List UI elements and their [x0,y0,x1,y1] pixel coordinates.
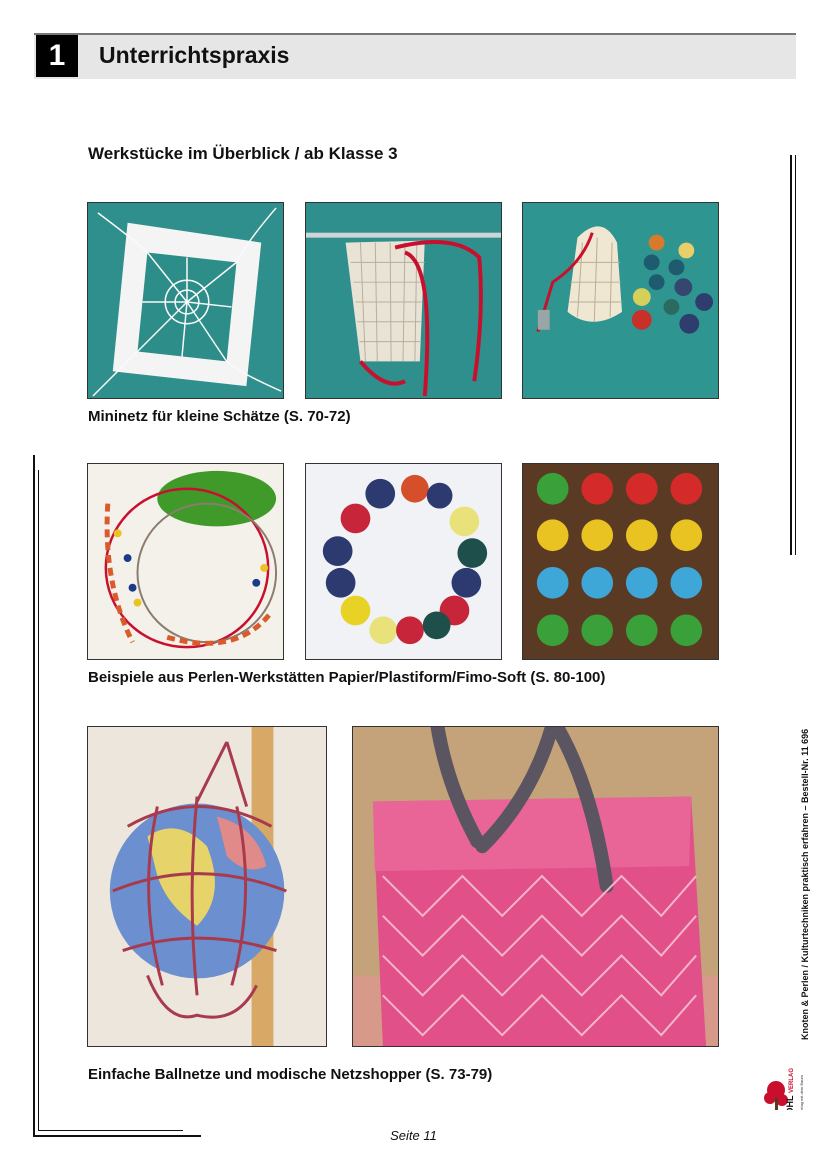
publisher-logo [762,1040,810,1110]
logo-brand: KOHL [785,1095,795,1110]
chapter-number-box: 1 [36,35,78,77]
photo-styrofoam-frame-net [87,202,284,399]
caption-row-1: Mininetz für kleine Schätze (S. 70-72) [88,408,351,425]
page-number: Seite 11 [390,1128,437,1143]
left-border-line-thin [38,470,39,1130]
photo-mini-net-with-beads [522,202,719,399]
right-border-line-thin [795,155,796,555]
photo-knitted-net-with-ribbon [305,202,502,399]
right-border-line [790,155,792,555]
series-info-vertical: Knoten & Perlen / Kulturtechniken praktisch erfahren – Bestell-Nr. 11 696 [800,728,810,1040]
photo-pink-net-shopper [352,726,719,1047]
photo-plastiform-bead-bracelet [305,463,502,660]
photo-paper-bead-necklaces [87,463,284,660]
logo-sub: VERLAG [789,1067,795,1093]
left-border-line [33,455,35,1135]
section-title: Werkstücke im Überblick / ab Klasse 3 [88,144,398,163]
page-title: Unterrichtspraxis [99,42,290,68]
photo-globe-ball-net [87,726,327,1047]
logo-tagline: Der Verlag mit dem Baum [799,1075,804,1110]
caption-row-3: Einfache Ballnetze und modische Netzshopper (S. 73-79) [88,1066,493,1083]
photo-fimo-face-beads [522,463,719,660]
caption-row-2: Beispiele aus Perlen-Werkstätten Papier/Plastiform/Fimo-Soft (S. 80-100) [88,669,606,686]
tree-icon [762,1040,810,1110]
